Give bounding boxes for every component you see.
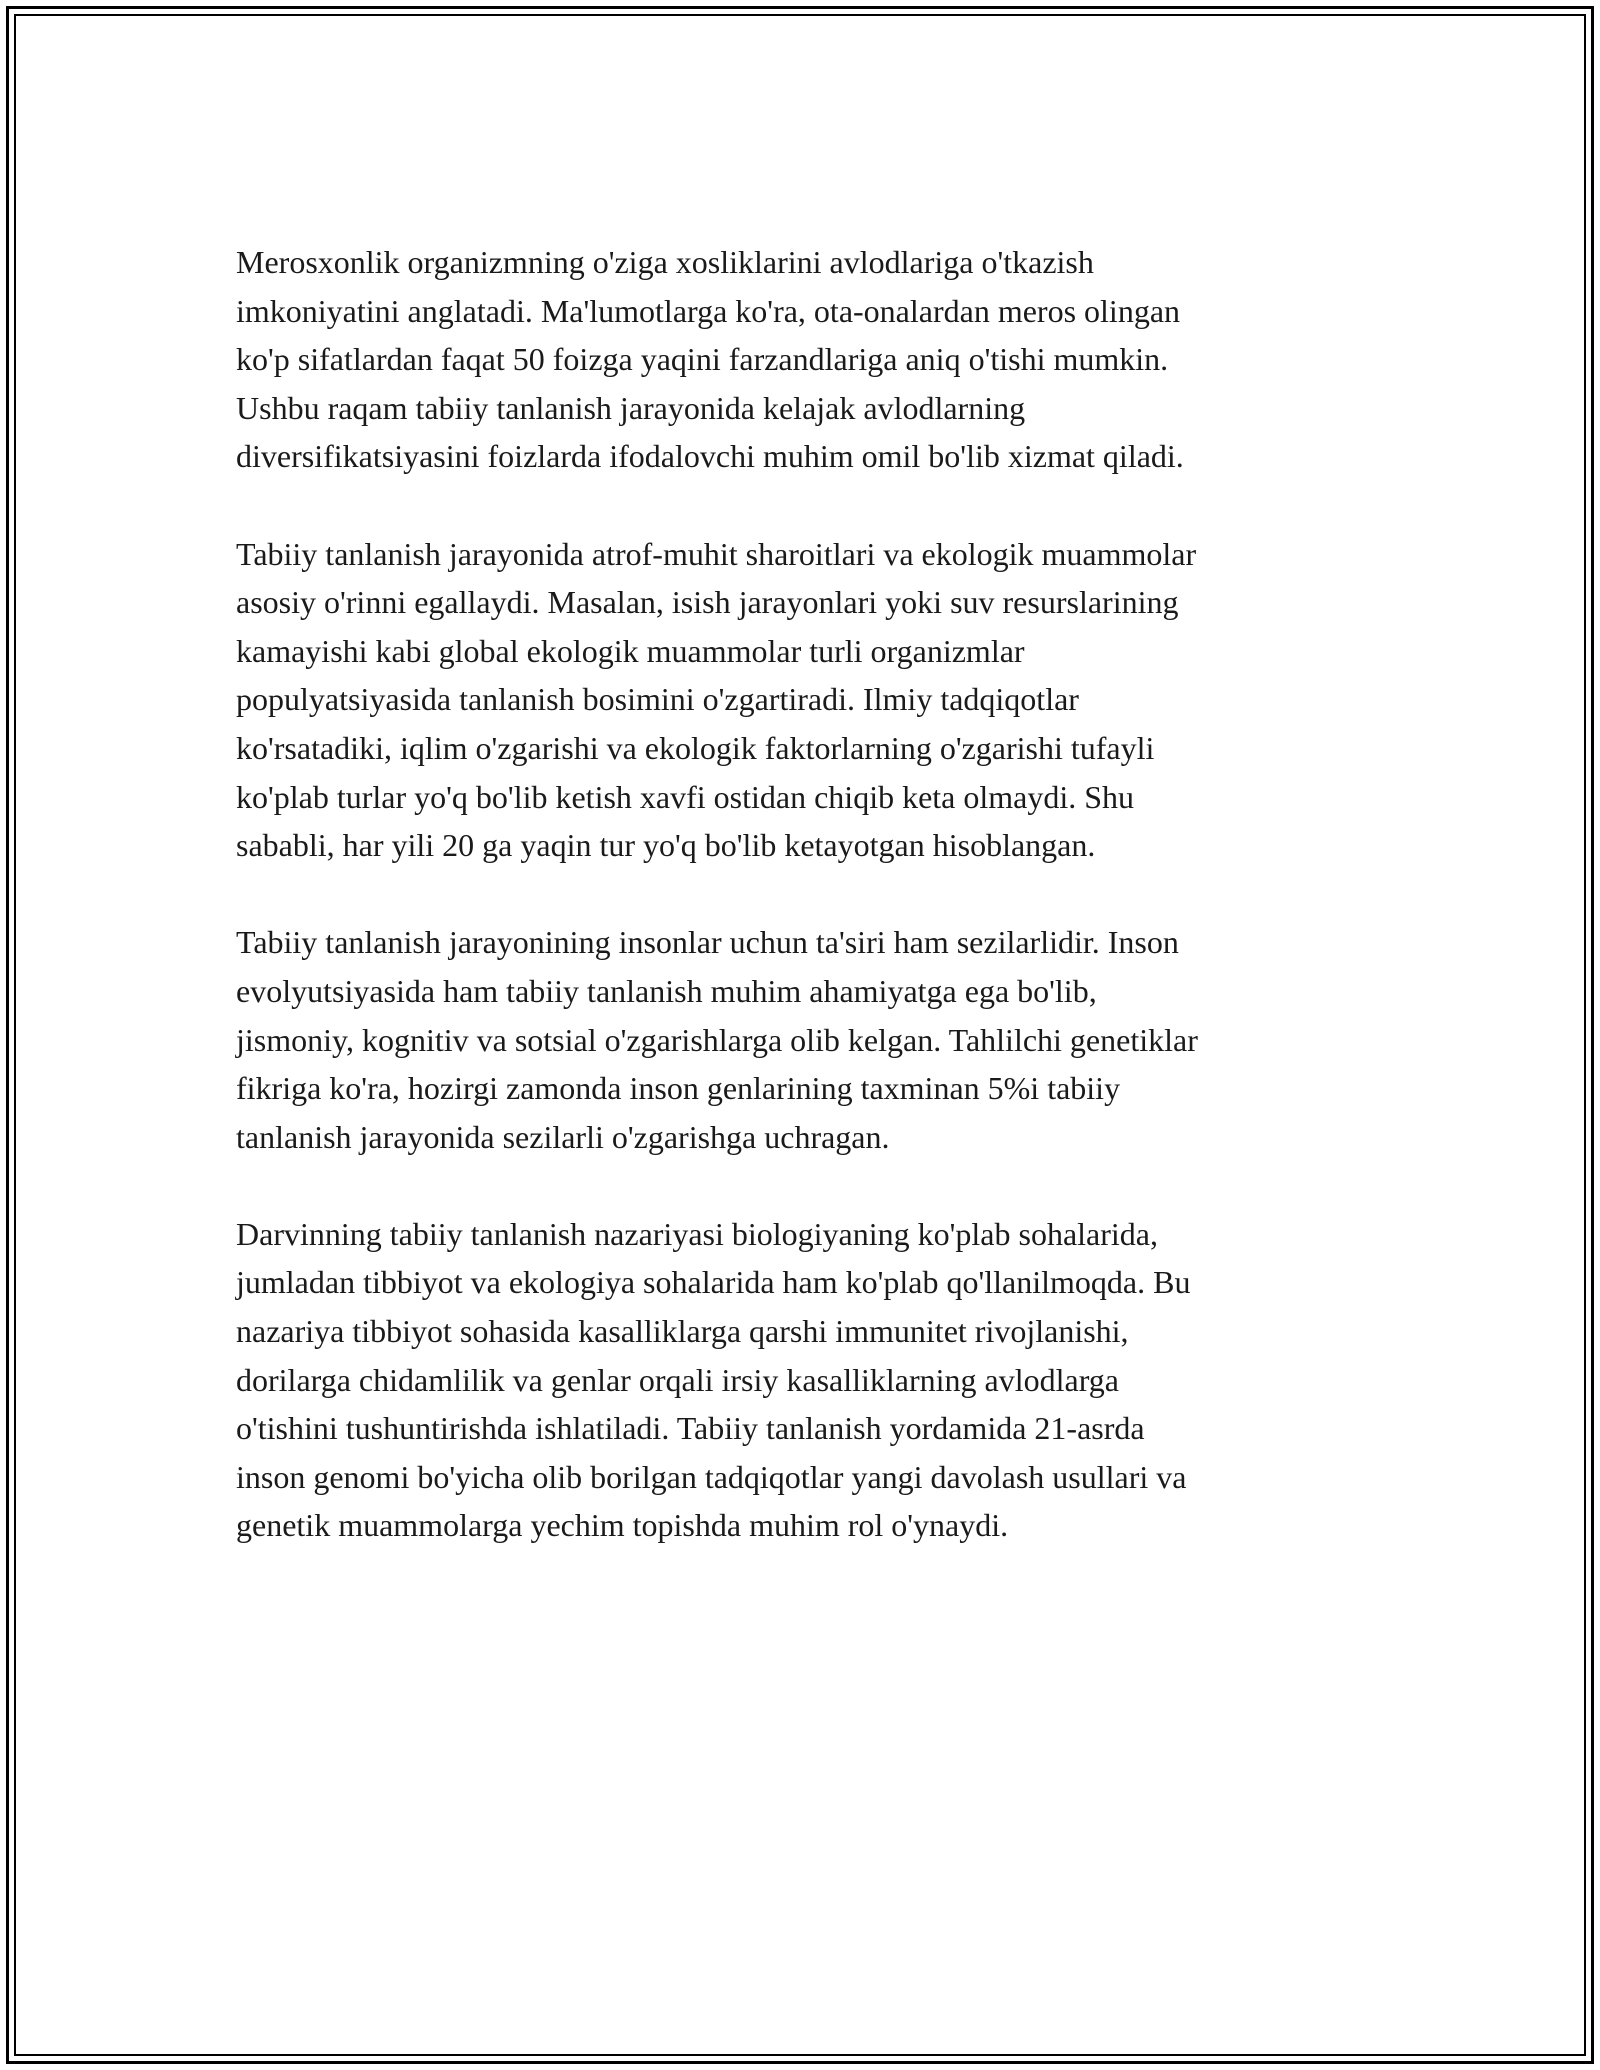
- paragraph-human-evolution: Tabiiy tanlanish jarayonining insonlar uchun ta'siri ham sezilarlidir. Inson evolyutsiyasida ham tabiiy tanlanish muhim ahamiyatga ega bo'lib, jismoniy, kognitiv va sotsial o'zgarishlarga olib kelgan. Tahlilchi genetiklar fikriga ko'ra, hozirgi zamonda inson genlarining taxminan 5%i tabiiy tanlanish jarayonida sezilarli o'zgarishga uchragan.: [236, 924, 1198, 1155]
- paragraph-environment: Tabiiy tanlanish jarayonida atrof-muhit sharoitlari va ekologik muammolar asosiy o'rinni egallaydi. Masalan, isish jarayonlari yoki suv resurslarining kamayishi kabi global ekologik muammolar turli organizmlar populyatsiyasida tanlanish bosimini o'zgartiradi. Ilmiy tadqiqotlar ko'rsatadiki, iqlim o'zgarishi va ekologik faktorlarning o'zgarishi tufayli ko'plab turlar yo'q bo'lib ketish xavfi ostidan chiqib keta olmaydi. Shu sababli, har yili 20 ga yaqin tur yo'q bo'lib ketayotgan hisoblangan.: [236, 535, 1197, 864]
- paragraph-heredity: Merosxonlik organizmning o'ziga xosliklarini avlodlariga o'tkazish imkoniyatini anglatadi. Ma'lumotlarga ko'ra, ota-onalardan meros olingan ko'p sifatlardan faqat 50 foizga yaqini farzandlariga aniq o'tishi mumkin. Ushbu raqam tabiiy tanlanish jarayonida kelajak avlodlarning diversifikatsiyasini foizlarda ifodalovchi muhim omil bo'lib xizmat qiladi.: [236, 244, 1184, 475]
- paragraph-darwin-theory: Darvinning tabiiy tanlanish nazariyasi biologiyaning ko'plab sohalarida, jumladan tibbiyot va ekologiya sohalarida ham ko'plab qo'llanilmoqda. Bu nazariya tibbiyot sohasida kasalliklarga qarshi immunitet rivojlanishi, dorilarga chidamlilik va genlar orqali irsiy kasalliklarning avlodlarga o'tishini tushuntirishda ishlatiladi. Tabiiy tanlanish yordamida 21-asrda inson genomi bo'yicha olib borilgan tadqiqotlar yangi davolash usullari va genetik muammolarga yechim topishda muhim rol o'ynaydi.: [236, 1215, 1191, 1544]
- document-body: [236, 238, 1386, 1599]
